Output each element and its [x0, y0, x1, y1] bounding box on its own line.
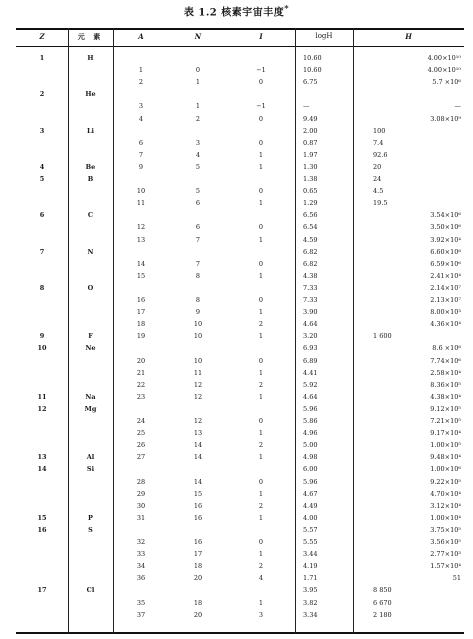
mass-number-cell: 34 — [136, 562, 146, 571]
isospin-cell: 0 — [258, 259, 264, 268]
log-abundance-cell: 1.71 — [303, 574, 318, 583]
isospin-cell: 1 — [258, 332, 264, 341]
mass-number-cell: 3 — [138, 102, 144, 111]
isospin-cell: 2 — [258, 501, 264, 510]
abundance-cell: 9.48×10⁴ — [430, 453, 461, 462]
log-abundance-cell: 3.95 — [303, 586, 318, 595]
header-a: A — [138, 32, 144, 41]
atomic-number-cell: 11 — [37, 392, 47, 401]
log-abundance-cell: 3.34 — [303, 610, 318, 619]
neutron-number-cell: 20 — [193, 574, 203, 583]
element-cell: Si — [86, 465, 95, 474]
isospin-cell: 1 — [258, 453, 264, 462]
mass-number-cell: 25 — [136, 429, 146, 438]
mass-number-cell: 15 — [136, 271, 146, 280]
abundance-cell: 7.21×10⁵ — [430, 417, 461, 425]
neutron-number-cell: 16 — [193, 501, 203, 510]
abundance-cell: 3.92×10⁴ — [430, 235, 461, 244]
neutron-number-cell: 10 — [193, 356, 203, 365]
abundance-cell: 2.14×10⁷ — [430, 283, 461, 292]
log-abundance-cell: 4.67 — [303, 489, 318, 498]
isospin-cell: 1 — [258, 308, 264, 317]
abundance-cell: 4.36×10⁴ — [430, 320, 461, 329]
abundance-cell: 100 — [373, 126, 386, 135]
abundance-cell: 4.5 — [373, 187, 384, 196]
abundance-cell: — — [454, 102, 461, 111]
abundance-cell: 8.6 ×10⁶ — [432, 344, 461, 353]
element-cell: Al — [86, 453, 95, 462]
abundance-cell: 3.12×10⁴ — [430, 501, 461, 510]
abundance-cell: 6.60×10⁶ — [430, 247, 461, 256]
log-abundance-cell: 0.65 — [303, 187, 318, 196]
element-cell: O — [87, 283, 94, 292]
mass-number-cell: 35 — [136, 598, 146, 607]
isospin-cell: 1 — [258, 150, 264, 159]
neutron-number-cell: 1 — [195, 102, 201, 111]
table-title: 表 1.2 核素宇宙丰度* — [183, 3, 290, 19]
header-n: N — [194, 32, 202, 41]
log-abundance-cell: 3.82 — [303, 598, 318, 607]
log-abundance-cell: 5.57 — [303, 525, 318, 534]
mass-number-cell: 11 — [136, 199, 146, 208]
element-cell: Na — [85, 392, 96, 401]
element-cell: Cl — [86, 586, 95, 595]
abundance-cell: 7.4 — [373, 138, 384, 147]
abundance-cell: 4.38×10⁴ — [430, 392, 461, 401]
neutron-number-cell: 17 — [193, 550, 203, 559]
neutron-number-cell: 0 — [195, 66, 201, 75]
log-abundance-cell: 3.44 — [303, 550, 318, 559]
abundance-cell: 4.70×10⁴ — [430, 489, 461, 498]
neutron-number-cell: 14 — [193, 453, 203, 462]
log-abundance-cell: 4.98 — [303, 453, 318, 462]
abundance-cell: 2.13×10⁷ — [430, 296, 461, 304]
atomic-number-cell: 16 — [37, 525, 47, 534]
isospin-cell: 4 — [258, 574, 264, 583]
isospin-cell: 1 — [258, 162, 264, 171]
mass-number-cell: 32 — [136, 538, 146, 546]
mass-number-cell: 29 — [136, 489, 146, 498]
atomic-number-cell: 5 — [39, 175, 45, 183]
neutron-number-cell: 3 — [195, 138, 201, 147]
isospin-cell: 0 — [258, 417, 264, 425]
isospin-cell: 1 — [258, 598, 264, 607]
abundance-cell: 2 180 — [373, 610, 392, 619]
isospin-cell: 0 — [258, 296, 264, 304]
neutron-number-cell: 2 — [195, 114, 201, 123]
atomic-number-cell: 6 — [39, 211, 45, 220]
neutron-number-cell: 12 — [193, 380, 203, 389]
mass-number-cell: 23 — [136, 392, 146, 401]
element-cell: P — [88, 513, 93, 522]
abundance-cell: 2.41×10⁴ — [430, 271, 461, 280]
abundance-cell: 4.00×10¹⁰ — [427, 66, 461, 75]
mass-number-cell: 27 — [136, 453, 146, 462]
abundance-cell: 7.74×10⁶ — [430, 356, 461, 365]
abundance-cell: 9.17×10⁴ — [430, 429, 461, 438]
isospin-cell: 1 — [258, 199, 264, 208]
element-cell: He — [85, 90, 96, 99]
abundance-cell: 1 600 — [373, 332, 392, 341]
element-cell: N — [87, 247, 94, 256]
header-rule — [16, 46, 464, 47]
neutron-number-cell: 8 — [195, 296, 201, 304]
abundance-cell: 24 — [373, 175, 382, 183]
isospin-cell: 0 — [258, 78, 264, 87]
log-abundance-cell: 0.87 — [303, 138, 318, 147]
element-cell: Be — [85, 162, 96, 171]
log-abundance-cell: 4.64 — [303, 320, 318, 329]
neutron-number-cell: 15 — [193, 489, 203, 498]
neutron-number-cell: 18 — [193, 562, 203, 571]
element-cell: C — [87, 211, 94, 220]
element-cell: Mg — [84, 404, 97, 413]
element-cell: S — [88, 525, 93, 534]
header-element: 元 素 — [77, 32, 104, 41]
neutron-number-cell: 9 — [195, 308, 201, 317]
atomic-number-cell: 14 — [37, 465, 47, 474]
atomic-number-cell: 12 — [37, 404, 47, 413]
neutron-number-cell: 7 — [195, 235, 201, 244]
mass-number-cell: 12 — [136, 223, 146, 232]
log-abundance-cell: 4.64 — [303, 392, 318, 401]
abundance-cell: 1.00×10⁶ — [430, 465, 461, 474]
mass-number-cell: 13 — [136, 235, 146, 244]
atomic-number-cell: 10 — [37, 344, 47, 353]
abundance-cell: 3.56×10⁵ — [430, 538, 461, 546]
abundance-cell: 92.6 — [373, 150, 388, 159]
atomic-number-cell: 3 — [39, 126, 45, 135]
mass-number-cell: 24 — [136, 417, 146, 425]
log-abundance-cell: 10.60 — [303, 66, 322, 75]
isospin-cell: 1 — [258, 235, 264, 244]
neutron-number-cell: 10 — [193, 332, 203, 341]
log-abundance-cell: 7.33 — [303, 296, 318, 304]
abundance-cell: 20 — [373, 162, 382, 171]
mass-number-cell: 10 — [136, 187, 146, 196]
abundance-cell: 1.00×10⁵ — [430, 441, 461, 450]
element-cell: Ne — [85, 344, 96, 353]
mass-number-cell: 31 — [136, 513, 146, 522]
element-cell: Li — [86, 126, 95, 135]
abundance-cell: 5.7 ×10⁶ — [432, 78, 461, 87]
isospin-cell: −1 — [256, 102, 266, 111]
mass-number-cell: 16 — [136, 296, 146, 304]
log-abundance-cell: 5.96 — [303, 477, 318, 486]
abundance-cell: 4.00×10¹⁰ — [427, 54, 461, 62]
isospin-cell: 1 — [258, 513, 264, 522]
neutron-number-cell: 14 — [193, 441, 203, 450]
neutron-number-cell: 6 — [195, 223, 201, 232]
log-abundance-cell: 6.93 — [303, 344, 318, 353]
isospin-cell: 0 — [258, 538, 264, 546]
isospin-cell: 0 — [258, 356, 264, 365]
log-abundance-cell: 6.82 — [303, 247, 318, 256]
log-abundance-cell: 4.00 — [303, 513, 318, 522]
header-h: H — [405, 32, 412, 41]
isospin-cell: 1 — [258, 489, 264, 498]
neutron-number-cell: 4 — [195, 150, 201, 159]
neutron-number-cell: 14 — [193, 477, 203, 486]
isospin-cell: 2 — [258, 562, 264, 571]
log-abundance-cell: 6.54 — [303, 223, 318, 232]
abundance-cell: 6 670 — [373, 598, 392, 607]
abundance-cell: 8 850 — [373, 586, 392, 595]
abundance-cell: 3.75×10⁵ — [430, 525, 461, 534]
abundance-cell: 3.54×10⁶ — [430, 211, 461, 220]
mass-number-cell: 30 — [136, 501, 146, 510]
isospin-cell: 1 — [258, 429, 264, 438]
isospin-cell: 1 — [258, 368, 264, 377]
log-abundance-cell: 6.00 — [303, 465, 318, 474]
header-logh: logH — [315, 32, 333, 40]
mass-number-cell: 36 — [136, 574, 146, 583]
log-abundance-cell: 4.59 — [303, 235, 318, 244]
mass-number-cell: 4 — [138, 114, 144, 123]
log-abundance-cell: 4.19 — [303, 562, 318, 571]
abundance-cell: 8.00×10³ — [430, 308, 461, 317]
abundance-cell: 19.5 — [373, 199, 388, 208]
isospin-cell: 1 — [258, 271, 264, 280]
neutron-number-cell: 8 — [195, 271, 201, 280]
log-abundance-cell: 6.89 — [303, 356, 318, 365]
neutron-number-cell: 6 — [195, 199, 201, 208]
log-abundance-cell: 5.86 — [303, 417, 318, 425]
log-abundance-cell: 1.30 — [303, 162, 318, 171]
abundance-cell: 6.59×10⁶ — [430, 259, 461, 268]
log-abundance-cell: 7.33 — [303, 283, 318, 292]
mass-number-cell: 17 — [136, 308, 146, 317]
neutron-number-cell: 16 — [193, 538, 203, 546]
abundance-cell: 51 — [452, 574, 461, 583]
header-i: I — [259, 32, 263, 41]
abundance-cell: 8.36×10⁵ — [430, 380, 461, 389]
neutron-number-cell: 11 — [193, 368, 203, 377]
abundance-cell: 9.12×10⁵ — [430, 404, 461, 413]
neutron-number-cell: 13 — [193, 429, 203, 438]
log-abundance-cell: 4.38 — [303, 271, 318, 280]
mass-number-cell: 7 — [138, 150, 144, 159]
neutron-number-cell: 10 — [193, 320, 203, 329]
log-abundance-cell: 5.96 — [303, 404, 318, 413]
mass-number-cell: 6 — [138, 138, 144, 147]
log-abundance-cell: 6.56 — [303, 211, 318, 220]
log-abundance-cell: 5.92 — [303, 380, 318, 389]
mass-number-cell: 20 — [136, 356, 146, 365]
element-cell: F — [88, 332, 93, 341]
neutron-number-cell: 5 — [195, 162, 201, 171]
log-abundance-cell: 6.75 — [303, 78, 318, 87]
bottom-rule — [16, 632, 464, 634]
abundance-cell: 2.58×10⁴ — [430, 368, 461, 377]
mass-number-cell: 18 — [136, 320, 146, 329]
atomic-number-cell: 8 — [39, 283, 45, 292]
isospin-cell: 1 — [258, 392, 264, 401]
log-abundance-cell: 10.60 — [303, 54, 322, 62]
mass-number-cell: 14 — [136, 259, 146, 268]
log-abundance-cell: 4.41 — [303, 368, 318, 377]
atomic-number-cell: 4 — [39, 162, 45, 171]
mass-number-cell: 19 — [136, 332, 146, 341]
log-abundance-cell: 4.96 — [303, 429, 318, 438]
log-abundance-cell: — — [303, 102, 310, 111]
table-row — [0, 607, 473, 625]
atomic-number-cell: 1 — [39, 54, 45, 62]
neutron-number-cell: 7 — [195, 259, 201, 268]
log-abundance-cell: 1.97 — [303, 150, 318, 159]
neutron-number-cell: 16 — [193, 513, 203, 522]
isospin-cell: 3 — [258, 610, 264, 619]
atomic-number-cell: 15 — [37, 513, 47, 522]
abundance-cell: 1.57×10⁴ — [430, 562, 461, 571]
log-abundance-cell: 3.20 — [303, 332, 318, 341]
abundance-cell: 1.00×10⁴ — [430, 513, 461, 522]
log-abundance-cell: 1.38 — [303, 175, 318, 183]
log-abundance-cell: 5.55 — [303, 538, 318, 546]
isospin-cell: 0 — [258, 114, 264, 123]
log-abundance-cell: 2.00 — [303, 126, 318, 135]
mass-number-cell: 26 — [136, 441, 146, 450]
atomic-number-cell: 7 — [39, 247, 45, 256]
header-z: Z — [39, 32, 45, 41]
mass-number-cell: 22 — [136, 380, 146, 389]
mass-number-cell: 33 — [136, 550, 146, 559]
atomic-number-cell: 17 — [37, 586, 47, 595]
neutron-number-cell: 12 — [193, 392, 203, 401]
isospin-cell: 0 — [258, 223, 264, 232]
element-cell: H — [87, 54, 94, 62]
atomic-number-cell: 2 — [39, 90, 45, 99]
log-abundance-cell: 3.90 — [303, 308, 318, 317]
isospin-cell: 2 — [258, 441, 264, 450]
mass-number-cell: 21 — [136, 368, 146, 377]
abundance-cell: 9.22×10⁵ — [430, 477, 461, 486]
neutron-number-cell: 1 — [195, 78, 201, 87]
top-rule — [16, 28, 464, 30]
mass-number-cell: 1 — [138, 66, 144, 75]
isospin-cell: −1 — [256, 66, 266, 75]
mass-number-cell: 37 — [136, 610, 146, 619]
abundance-cell: 3.08×10⁹ — [430, 114, 461, 123]
neutron-number-cell: 5 — [195, 187, 201, 196]
mass-number-cell: 28 — [136, 477, 146, 486]
isospin-cell: 2 — [258, 320, 264, 329]
log-abundance-cell: 6.82 — [303, 259, 318, 268]
log-abundance-cell: 1.29 — [303, 199, 318, 208]
isospin-cell: 2 — [258, 380, 264, 389]
neutron-number-cell: 20 — [193, 610, 203, 619]
isospin-cell: 0 — [258, 477, 264, 486]
log-abundance-cell: 9.49 — [303, 114, 318, 123]
atomic-number-cell: 9 — [39, 332, 45, 341]
mass-number-cell: 2 — [138, 78, 144, 87]
log-abundance-cell: 4.49 — [303, 501, 318, 510]
element-cell: B — [87, 175, 94, 183]
mass-number-cell: 9 — [138, 162, 144, 171]
isospin-cell: 1 — [258, 550, 264, 559]
isospin-cell: 0 — [258, 138, 264, 147]
neutron-number-cell: 12 — [193, 417, 203, 425]
abundance-cell: 3.50×10⁶ — [430, 223, 461, 232]
abundance-cell: 2.77×10³ — [430, 550, 461, 559]
atomic-number-cell: 13 — [37, 453, 47, 462]
neutron-number-cell: 18 — [193, 598, 203, 607]
log-abundance-cell: 5.00 — [303, 441, 318, 450]
isospin-cell: 0 — [258, 187, 264, 196]
